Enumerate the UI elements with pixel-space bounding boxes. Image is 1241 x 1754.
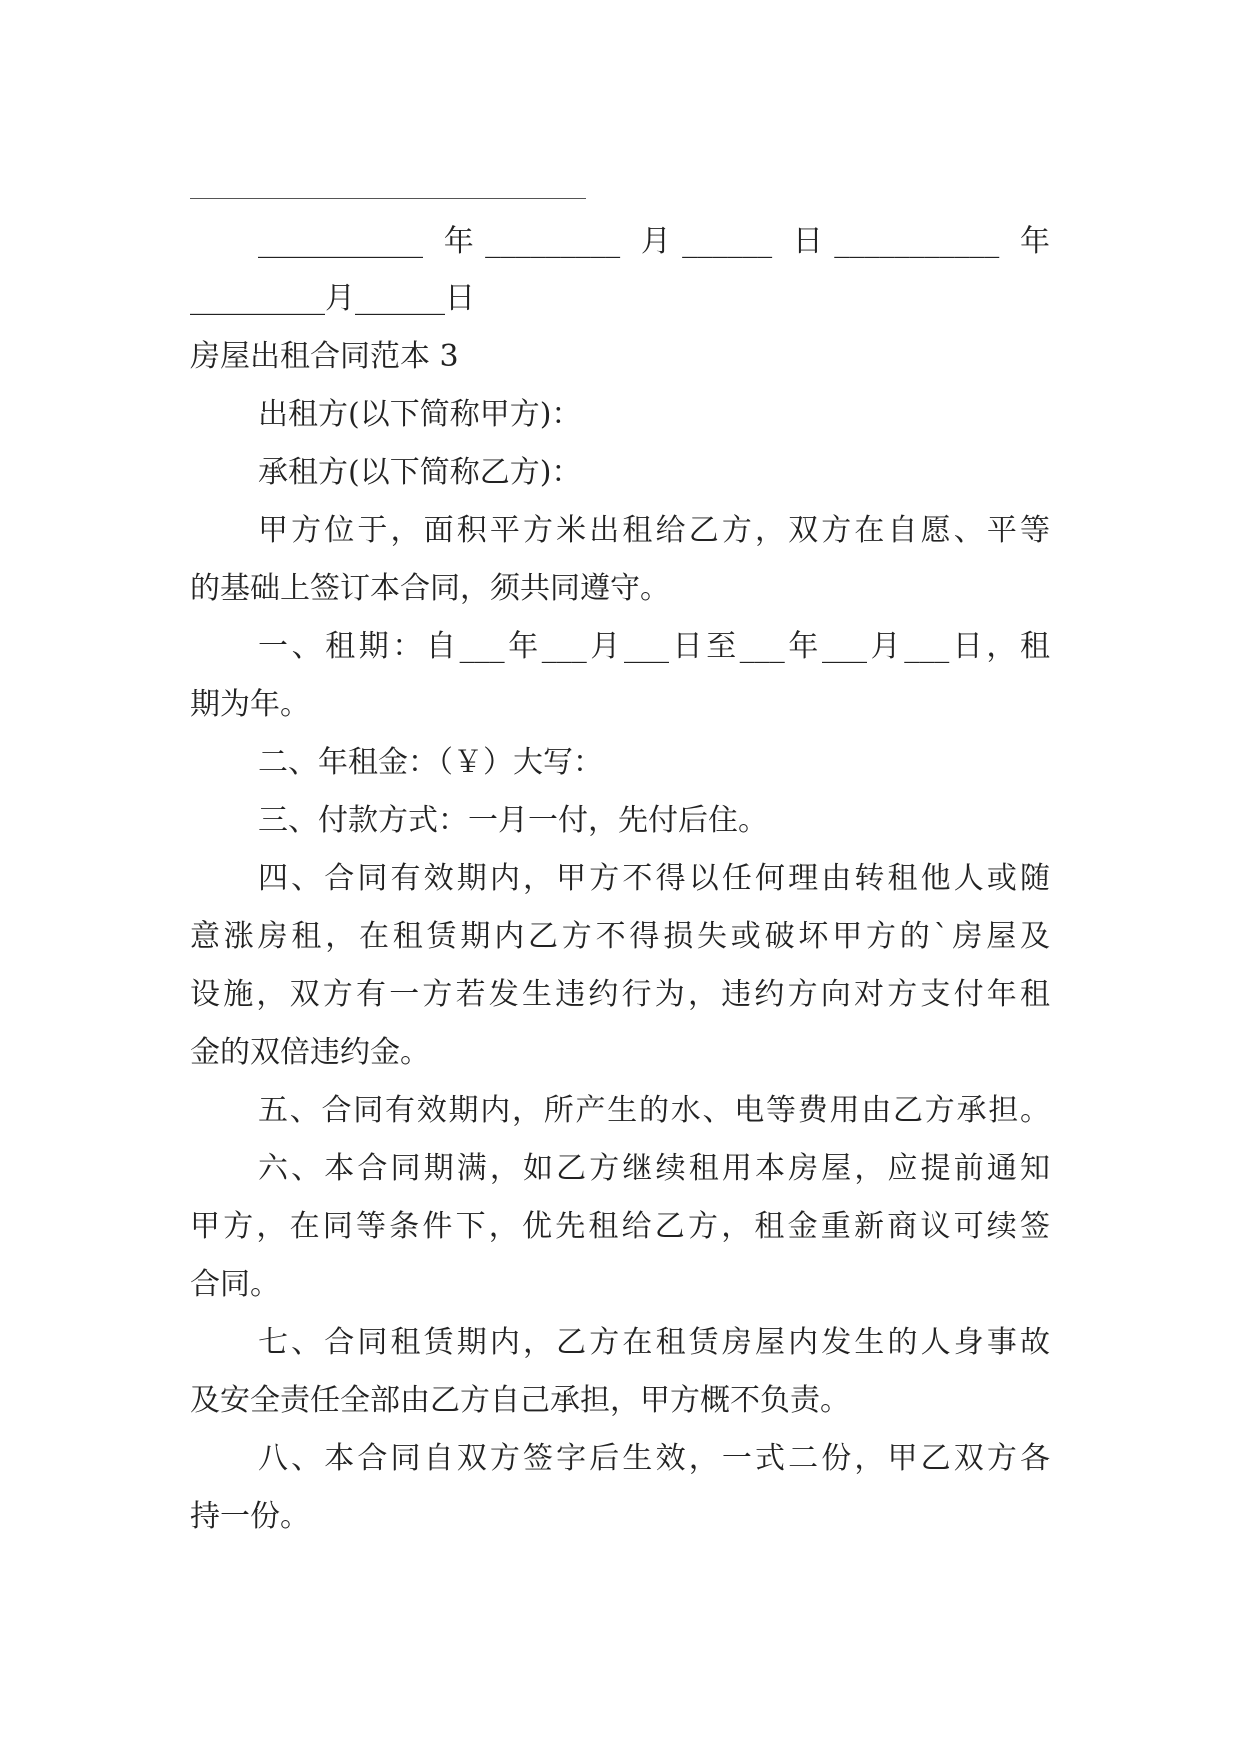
clause-7-line-1: 七、合同租赁期内，乙方在租赁房屋内发生的人身事故 (258, 1325, 1050, 1360)
clause-1-line-2: 期为年。 (190, 687, 310, 722)
clause-4-line-2: 意涨房租，在租赁期内乙方不得损失或破坏甲方的`房屋及 (190, 919, 1050, 954)
clause-4-line-1: 四、合同有效期内，甲方不得以任何理由转租他人或随 (258, 861, 1050, 896)
clause-4-line-4: 金的双倍违约金。 (190, 1035, 430, 1070)
clause-3: 三、付款方式：一月一付，先付后住。 (258, 803, 768, 838)
clause-7-line-2: 及安全责任全部由乙方自己承担，甲方概不负责。 (190, 1383, 850, 1418)
date-line-2: _________月______日 (190, 281, 475, 316)
clause-8-line-2: 持一份。 (190, 1499, 310, 1534)
clause-1-line-1: 一、租期：自___年___月___日至___年___月___日，租 (258, 629, 1050, 664)
clause-5: 五、合同有效期内，所产生的水、电等费用由乙方承担。 (258, 1093, 1050, 1128)
date-line-1: ___________ 年_________ 月______ 日___________ 年 (258, 224, 1050, 259)
top-signature-rule (190, 198, 586, 199)
clause-6-line-1: 六、本合同期满，如乙方继续租用本房屋，应提前通知 (258, 1151, 1050, 1186)
clause-6-line-3: 合同。 (190, 1267, 280, 1302)
intro-line-1: 甲方位于，面积平方米出租给乙方，双方在自愿、平等 (258, 513, 1050, 548)
clause-4-line-3: 设施，双方有一方若发生违约行为，违约方向对方支付年租 (190, 977, 1050, 1012)
intro-line-2: 的基础上签订本合同，须共同遵守。 (190, 571, 670, 606)
clause-8-line-1: 八、本合同自双方签字后生效，一式二份，甲乙双方各 (258, 1441, 1050, 1476)
clause-6-line-2: 甲方，在同等条件下，优先租给乙方，租金重新商议可续签 (190, 1209, 1050, 1244)
clause-2: 二、年租金：（￥）大写： (258, 745, 603, 780)
document-title: 房屋出租合同范本 3 (190, 339, 459, 374)
lessee-line: 承租方(以下简称乙方)： (258, 455, 582, 490)
lessor-line: 出租方(以下简称甲方)： (258, 397, 582, 432)
